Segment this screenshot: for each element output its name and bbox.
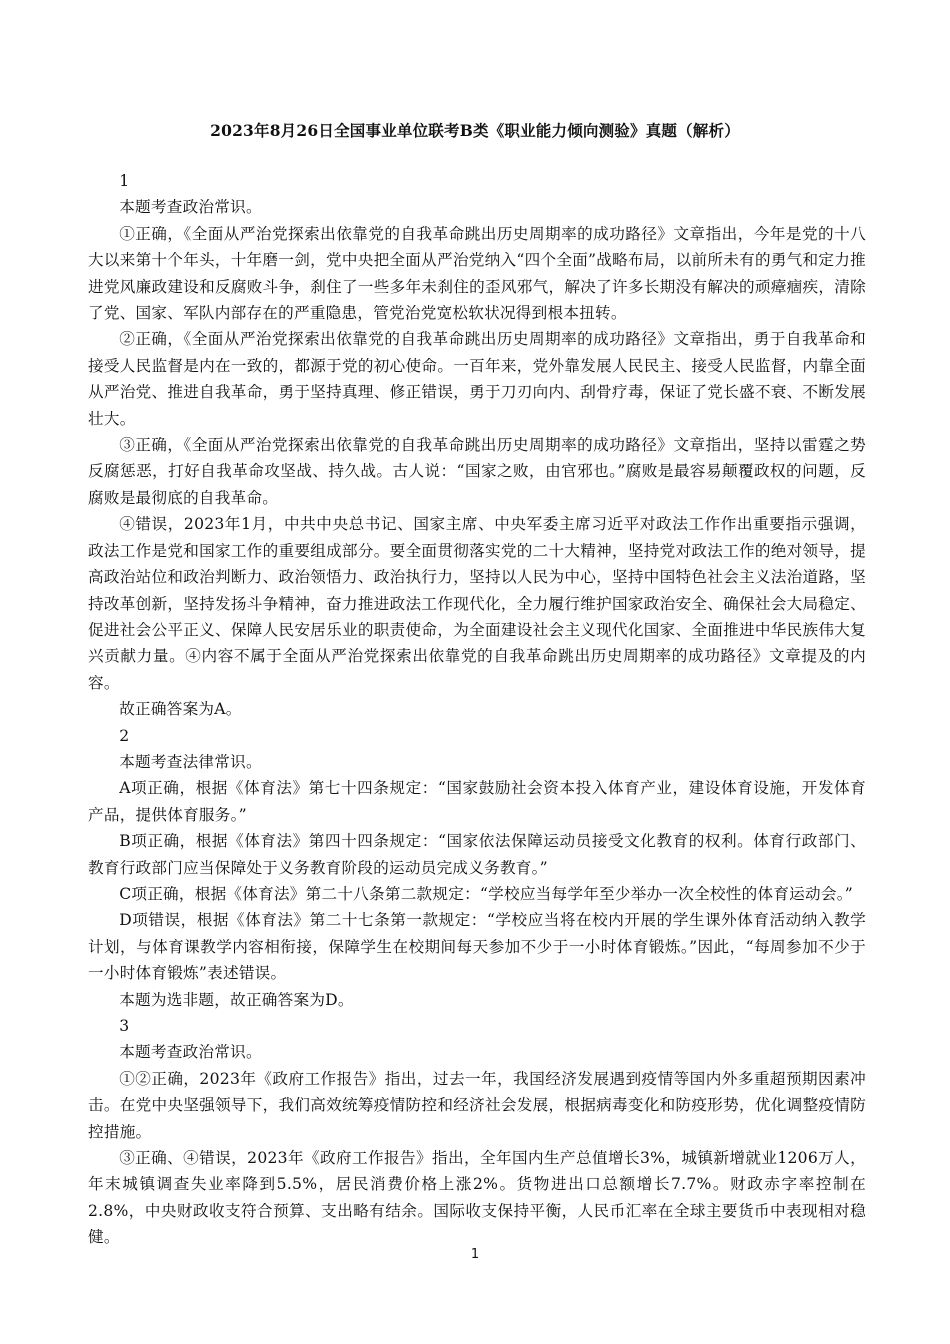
paragraph: A项正确，根据《体育法》第七十四条规定：“国家鼓励社会资本投入体育产业，建设体育设施，开发体育产品，提供体育服务。” <box>88 779 866 824</box>
paragraph: C项正确，根据《体育法》第二十八条第二款规定：“学校应当每学年至少举办一次全校性的体育运动会。” <box>119 884 853 903</box>
paragraph: ④错误，2023年1月，中共中央总书记、国家主席、中央军委主席习近平对政法工作作出重要指示强调，政法工作是党和国家工作的重要组成部分。要全面贯彻落实党的二十大精神，坚持党对政法工作的绝对领导，提高政治站位和政治判断力、政治领悟力、政治执行力，坚持以人民为中心，坚持中国特色社会主义法治道路，坚持改革创新，坚持发扬斗争精神，奋力推进政法工作现代化，全力履行维护国家政治安全、确保社会大局稳定、促进社会公平正义、保障人民安居乐业的职责使命，为全面建设社会主义现代化国家、全面推进中华民族伟大复兴贡献力量。④内容不属于全面从严治党探索出依靠党的自我革命跳出历史周期率的成功路径》文章提及的内容。 <box>88 515 866 692</box>
question-number: 2 <box>119 726 130 745</box>
question-number: 3 <box>119 1017 130 1035</box>
paragraph: D项错误，根据《体育法》第二十七条第一款规定：“学校应当将在校内开展的学生课外体育活动纳入教学计划，与体育课教学内容相衔接，保障学生在校期间每天参加不少于一小时体育锻炼。”因此，“每周参加不少于一小时体育锻炼”表述错误。 <box>88 911 866 983</box>
paragraph: 本题考查法律常识。 <box>119 752 262 771</box>
paragraph: ②正确，《全面从严治党探索出依靠党的自我革命跳出历史周期率的成功路径》文章指出，勇于自我革命和接受人民监督是内在一致的，都源于党的初心使命。一百年来，党外靠发展人民民主、接受人民监督，内靠全面从严治党、推进自我革命，勇于坚持真理、修正错误，勇于刀刃向内、刮骨疗毒，保证了党长盛不衰、不断发展壮大。 <box>88 330 866 428</box>
paragraph: ③正确、④错误，2023年《政府工作报告》指出，全年国内生产总值增长3%，城镇新增就业1206万人，年末城镇调查失业率降到5.5%，居民消费价格上涨2%。货物进出口总额增长7.7%。财政赤字率控制在2.8%，中央财政收支符合预算、支出略有结余。国际收支保持平衡，人民币汇率在全球主要货币中表现相对稳健。 <box>88 1149 866 1247</box>
answer-line: 本题为选非题，故正确答案为D。 <box>119 990 354 1009</box>
paragraph: B项正确，根据《体育法》第四十四条规定：“国家依法保障运动员接受文化教育的权利。体育行政部门、教育行政部门应当保障处于义务教育阶段的运动员完成义务教育。” <box>88 832 866 877</box>
paragraph: 本题考查政治常识。 <box>119 1043 262 1062</box>
paragraph: ③正确，《全面从严治党探索出依靠党的自我革命跳出历史周期率的成功路径》文章指出，坚持以雷霆之势反腐惩恶，打好自我革命攻坚战、持久战。古人说：“国家之败，由官邪也。”腐败是最容易颠覆政权的问题，反腐败是最彻底的自我革命。 <box>88 436 866 507</box>
paragraph: ①正确，《全面从严治党探索出依靠党的自我革命跳出历史周期率的成功路径》文章指出，今年是党的十八大以来第十个年头，十年磨一剑，党中央把全面从严治党纳入“四个全面”战略布局，以前所未有的勇气和定力推进党风廉政建设和反腐败斗争，刹住了一些多年未刹住的歪风邪气，解决了许多长期没有解决的顽瘴痼疾，清除了党、国家、军队内部存在的严重隐患，管党治党宽松软状况得到根本扭转。 <box>88 224 866 323</box>
question-number: 1 <box>119 172 130 190</box>
page-number: 1 <box>470 1247 480 1262</box>
answer-line: 故正确答案为A。 <box>119 700 242 719</box>
document-title: 2023年8月26日全国事业单位联考B类《职业能力倾向测验》真题（解析） <box>210 121 740 140</box>
paragraph: 本题考查政治常识。 <box>119 198 262 217</box>
document-body <box>88 168 866 1251</box>
paragraph: ①②正确，2023年《政府工作报告》指出，过去一年，我国经济发展遇到疫情等国内外多重超预期因素冲击。在党中央坚强领导下，我们高效统筹疫情防控和经济社会发展，根据病毒变化和防疫形势，优化调整疫情防控措施。 <box>88 1069 866 1141</box>
